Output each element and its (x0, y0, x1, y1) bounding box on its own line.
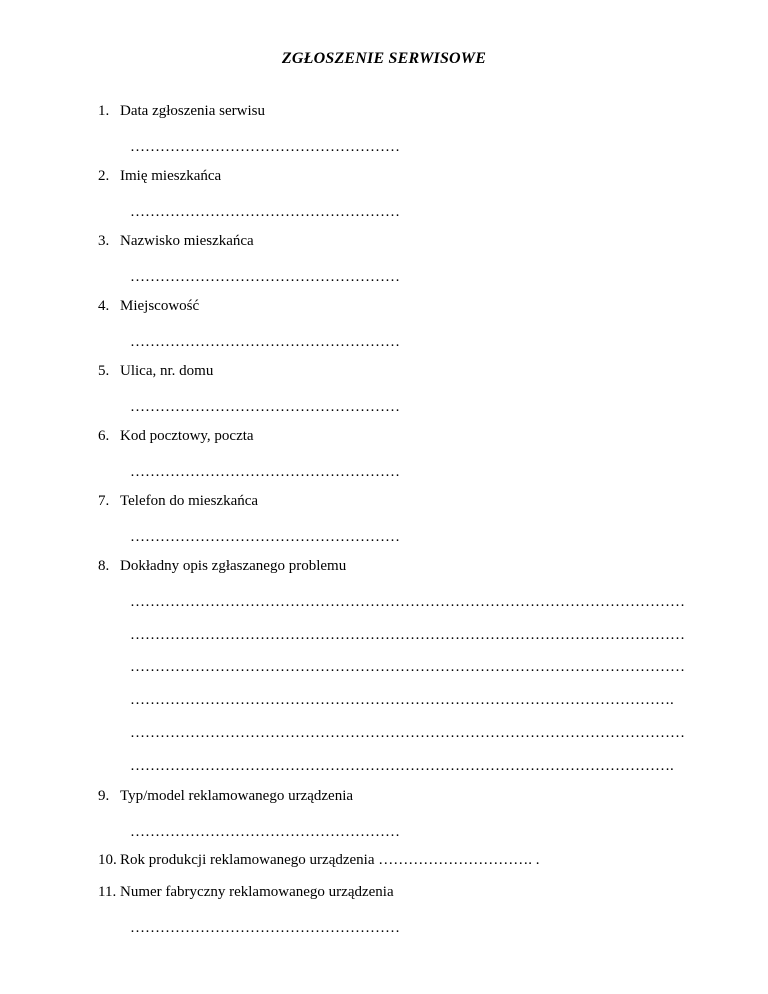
item-8-number: 8. (98, 558, 110, 574)
item-8-field-line-4[interactable]: ………………………………………………………………………………………………. (130, 692, 674, 708)
item-4-field[interactable]: ……………………………………………… (130, 334, 400, 350)
item-7 (98, 491, 258, 511)
item-3-label: Nazwisko mieszkańca (120, 233, 254, 249)
item-7-field[interactable]: ……………………………………………… (130, 529, 400, 545)
item-8-label: Dokładny opis zgłaszanego problemu (120, 558, 347, 574)
item-8-field-line-5[interactable]: ………………………………………………………………………………………………… (130, 725, 685, 741)
item-6-label: Kod pocztowy, poczta (120, 428, 254, 444)
item-5-field[interactable]: ……………………………………………… (130, 399, 400, 415)
item-8-field-line-6[interactable]: ………………………………………………………………………………………………. (130, 758, 674, 774)
item-1 (98, 101, 265, 121)
item-4 (98, 296, 199, 316)
item-10-number: 10. (98, 852, 117, 868)
item-2 (98, 166, 221, 186)
item-1-number: 1. (98, 103, 110, 119)
item-7-label: Telefon do mieszkańca (120, 493, 259, 509)
item-4-label: Miejscowość (120, 298, 200, 314)
item-9-field[interactable]: ……………………………………………… (130, 824, 400, 840)
item-4-number: 4. (98, 298, 110, 314)
item-10-label: Rok produkcji reklamowanego urządzenia …………………………. . (120, 852, 540, 868)
item-3 (98, 231, 254, 251)
item-6 (98, 426, 254, 446)
item-8-field-line-2[interactable]: ………………………………………………………………………………………………… (130, 627, 685, 643)
item-5-number: 5. (98, 363, 110, 379)
item-8 (98, 556, 346, 576)
item-11-label: Numer fabryczny reklamowanego urządzenia (120, 884, 394, 900)
item-8-field-line-3[interactable]: ………………………………………………………………………………………………… (130, 659, 685, 675)
item-6-number: 6. (98, 428, 110, 444)
item-5-label: Ulica, nr. domu (120, 363, 214, 379)
item-2-label: Imię mieszkańca (120, 168, 222, 184)
item-11-field[interactable]: ……………………………………………… (130, 920, 400, 936)
item-11-number: 11. (98, 884, 117, 900)
item-2-number: 2. (98, 168, 110, 184)
item-9-label: Typ/model reklamowanego urządzenia (120, 788, 354, 804)
item-2-field[interactable]: ……………………………………………… (130, 204, 400, 220)
item-6-field[interactable]: ……………………………………………… (130, 464, 400, 480)
item-1-field[interactable]: ……………………………………………… (130, 139, 400, 155)
item-7-number: 7. (98, 493, 110, 509)
item-8-field-line-1[interactable]: ………………………………………………………………………………………………… (130, 594, 685, 610)
form-title: ZGŁOSZENIE SERWISOWE (281, 50, 487, 67)
item-1-label: Data zgłoszenia serwisu (120, 103, 265, 119)
item-5 (98, 361, 213, 381)
item-11 (98, 882, 394, 902)
item-10 (98, 850, 540, 870)
item-9-number: 9. (98, 788, 110, 804)
item-3-field[interactable]: ……………………………………………… (130, 269, 400, 285)
item-3-number: 3. (98, 233, 110, 249)
item-9 (98, 786, 353, 806)
